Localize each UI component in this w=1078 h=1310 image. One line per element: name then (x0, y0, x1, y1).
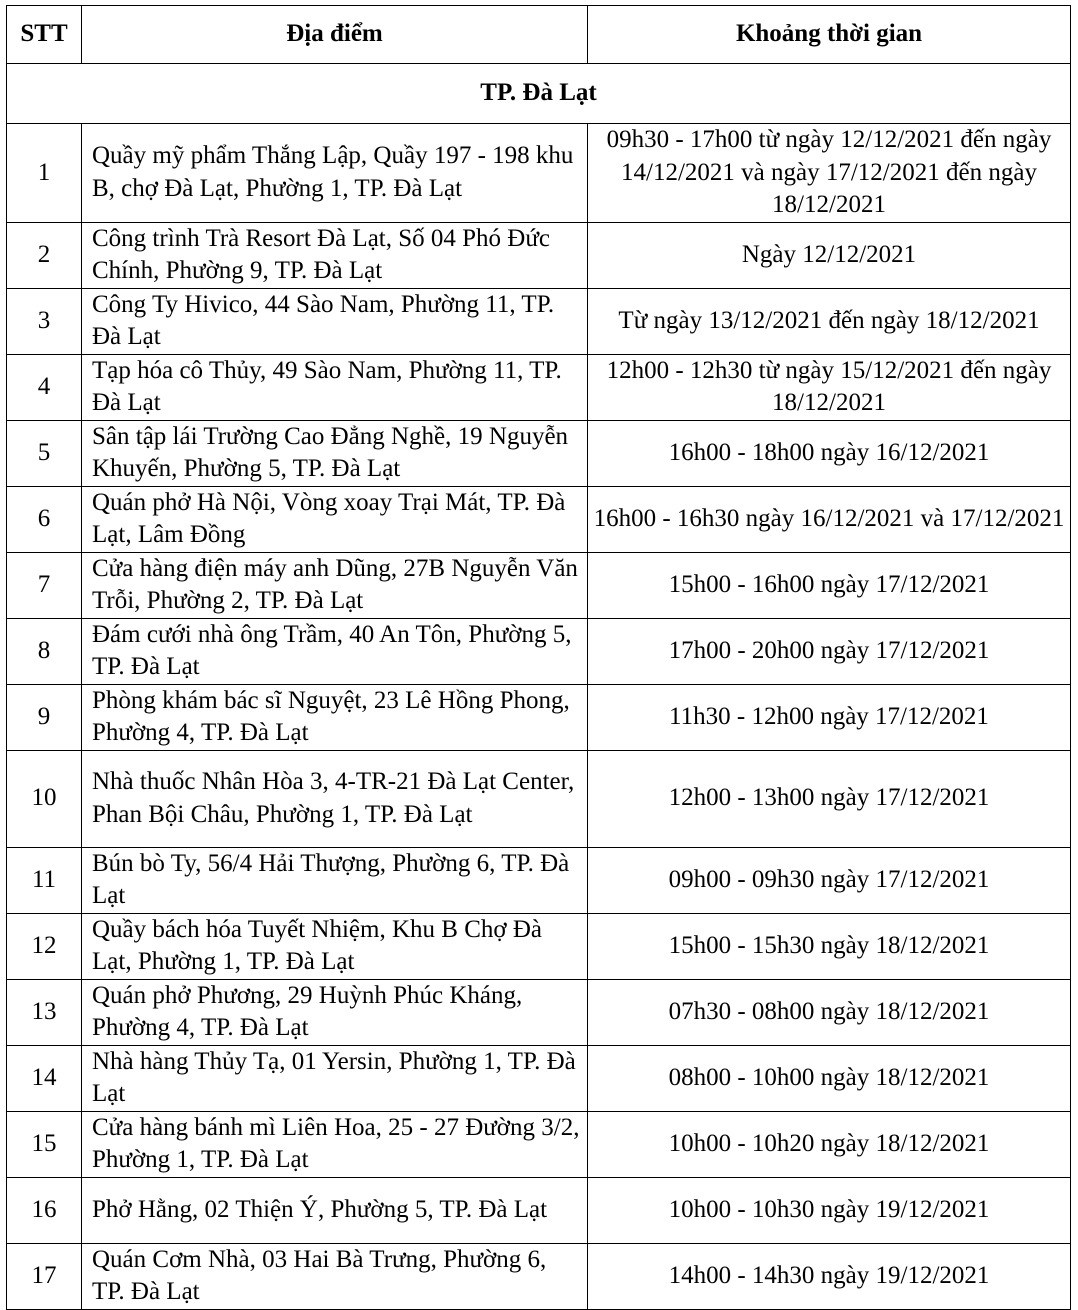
row-stt: 16 (7, 1177, 82, 1243)
row-stt: 8 (7, 618, 82, 684)
row-time: 14h00 - 14h30 ngày 19/12/2021 (588, 1243, 1071, 1309)
row-time: 17h00 - 20h00 ngày 17/12/2021 (588, 618, 1071, 684)
row-stt: 4 (7, 354, 82, 420)
row-stt: 5 (7, 420, 82, 486)
row-location: Cửa hàng bánh mì Liên Hoa, 25 - 27 Đường 3/2, Phường 1, TP. Đà Lạt (82, 1111, 588, 1177)
table-row (7, 750, 1071, 847)
row-location: Công Ty Hivico, 44 Sào Nam, Phường 11, TP. Đà Lạt (82, 288, 588, 354)
row-location: Nhà hàng Thủy Tạ, 01 Yersin, Phường 1, TP. Đà Lạt (82, 1045, 588, 1111)
row-time: 16h00 - 18h00 ngày 16/12/2021 (588, 420, 1071, 486)
table-row (7, 684, 1071, 750)
table-row (7, 288, 1071, 354)
row-location: Quầy mỹ phẩm Thắng Lập, Quầy 197 - 198 khu B, chợ Đà Lạt, Phường 1, TP. Đà Lạt (82, 124, 588, 223)
row-stt: 14 (7, 1045, 82, 1111)
row-stt: 17 (7, 1243, 82, 1309)
table-row (7, 618, 1071, 684)
row-stt: 1 (7, 124, 82, 223)
locations-table (6, 5, 1071, 1310)
row-time: Từ ngày 13/12/2021 đến ngày 18/12/2021 (588, 288, 1071, 354)
header-time: Khoảng thời gian (588, 6, 1071, 64)
table-row (7, 552, 1071, 618)
row-location: Quầy bách hóa Tuyết Nhiệm, Khu B Chợ Đà Lạt, Phường 1, TP. Đà Lạt (82, 913, 588, 979)
table-row (7, 1177, 1071, 1243)
row-location: Quán Cơm Nhà, 03 Hai Bà Trưng, Phường 6, TP. Đà Lạt (82, 1243, 588, 1309)
table-row (7, 1243, 1071, 1309)
row-time: 10h00 - 10h20 ngày 18/12/2021 (588, 1111, 1071, 1177)
row-location: Phòng khám bác sĩ Nguyệt, 23 Lê Hồng Phong, Phường 4, TP. Đà Lạt (82, 684, 588, 750)
row-time: 08h00 - 10h00 ngày 18/12/2021 (588, 1045, 1071, 1111)
row-location: Sân tập lái Trường Cao Đẳng Nghề, 19 Nguyễn Khuyến, Phường 5, TP. Đà Lạt (82, 420, 588, 486)
table-row (7, 222, 1071, 288)
row-location: Tạp hóa cô Thủy, 49 Sào Nam, Phường 11, TP. Đà Lạt (82, 354, 588, 420)
row-time: 07h30 - 08h00 ngày 18/12/2021 (588, 979, 1071, 1045)
row-location: Cửa hàng điện máy anh Dũng, 27B Nguyễn Văn Trỗi, Phường 2, TP. Đà Lạt (82, 552, 588, 618)
row-stt: 9 (7, 684, 82, 750)
table-row (7, 1111, 1071, 1177)
row-time: 16h00 - 16h30 ngày 16/12/2021 và 17/12/2021 (588, 486, 1071, 552)
row-time: 09h30 - 17h00 từ ngày 12/12/2021 đến ngày 14/12/2021 và ngày 17/12/2021 đến ngày 18/12/2021 (588, 124, 1071, 223)
row-time: 12h00 - 12h30 từ ngày 15/12/2021 đến ngày 18/12/2021 (588, 354, 1071, 420)
header-row (7, 6, 1071, 64)
row-location: Nhà thuốc Nhân Hòa 3, 4-TR-21 Đà Lạt Center, Phan Bội Châu, Phường 1, TP. Đà Lạt (82, 750, 588, 847)
row-time: 09h00 - 09h30 ngày 17/12/2021 (588, 847, 1071, 913)
table-row (7, 913, 1071, 979)
table-row (7, 1045, 1071, 1111)
row-time: 15h00 - 16h00 ngày 17/12/2021 (588, 552, 1071, 618)
row-time: 12h00 - 13h00 ngày 17/12/2021 (588, 750, 1071, 847)
row-time: 15h00 - 15h30 ngày 18/12/2021 (588, 913, 1071, 979)
table-row (7, 979, 1071, 1045)
table-row (7, 486, 1071, 552)
row-stt: 13 (7, 979, 82, 1045)
row-location: Quán phở Phương, 29 Huỳnh Phúc Kháng, Phường 4, TP. Đà Lạt (82, 979, 588, 1045)
header-location: Địa điểm (82, 6, 588, 64)
header-stt: STT (7, 6, 82, 64)
row-location: Phở Hằng, 02 Thiện Ý, Phường 5, TP. Đà Lạt (82, 1177, 588, 1243)
section-title: TP. Đà Lạt (7, 64, 1071, 124)
row-stt: 7 (7, 552, 82, 618)
row-stt: 3 (7, 288, 82, 354)
row-stt: 12 (7, 913, 82, 979)
row-time: 11h30 - 12h00 ngày 17/12/2021 (588, 684, 1071, 750)
table-row (7, 847, 1071, 913)
row-stt: 2 (7, 222, 82, 288)
table-row (7, 124, 1071, 223)
section-row (7, 64, 1071, 124)
row-location: Quán phở Hà Nội, Vòng xoay Trại Mát, TP. Đà Lạt, Lâm Đồng (82, 486, 588, 552)
row-location: Bún bò Ty, 56/4 Hải Thượng, Phường 6, TP. Đà Lạt (82, 847, 588, 913)
row-time: Ngày 12/12/2021 (588, 222, 1071, 288)
row-location: Đám cưới nhà ông Trầm, 40 An Tôn, Phường 5, TP. Đà Lạt (82, 618, 588, 684)
table-row (7, 420, 1071, 486)
row-stt: 11 (7, 847, 82, 913)
row-time: 10h00 - 10h30 ngày 19/12/2021 (588, 1177, 1071, 1243)
row-location: Công trình Trà Resort Đà Lạt, Số 04 Phó Đức Chính, Phường 9, TP. Đà Lạt (82, 222, 588, 288)
table-row (7, 354, 1071, 420)
row-stt: 6 (7, 486, 82, 552)
row-stt: 15 (7, 1111, 82, 1177)
row-stt: 10 (7, 750, 82, 847)
